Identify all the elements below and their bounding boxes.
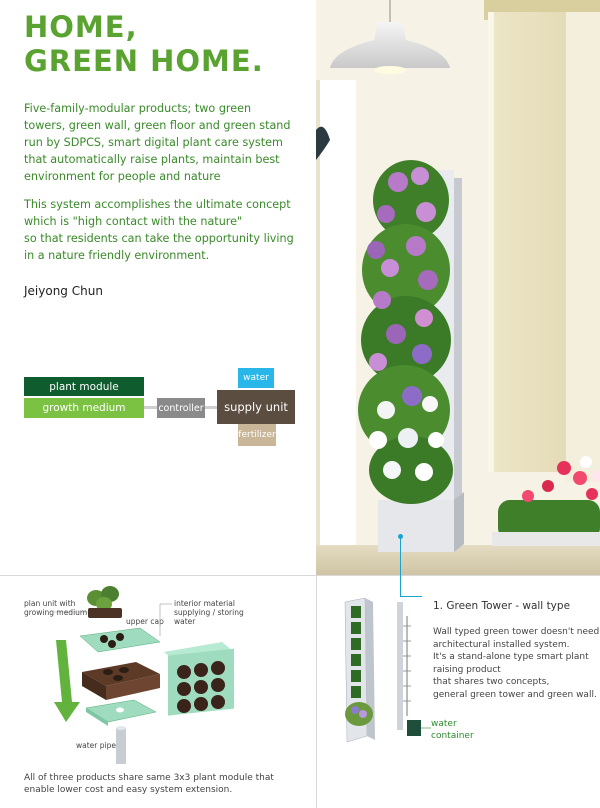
fertilizer-box: fertilizer — [238, 424, 276, 446]
text-line: so that residents can take the opportunity living — [24, 232, 294, 245]
connector — [205, 406, 217, 409]
water-box: water — [238, 368, 274, 388]
text-line: that automatically raise plants, maintain best — [24, 153, 280, 166]
tower-description: Wall typed green tower doesn't need architectural installed system. It's a stand-alone type smart plant raising product that shares two concepts, general green tower and green wall. — [433, 627, 600, 700]
plan-unit-label: plan unit with growing medium — [24, 599, 88, 617]
living-room-photo — [316, 0, 600, 575]
system-diagram — [24, 370, 304, 450]
text-line: environment for people and nature — [24, 170, 221, 183]
interior-material-label: interior material supplying / storing water — [174, 599, 244, 626]
intro-paragraph-1 — [24, 100, 314, 185]
water-pipe-label: water pipe — [76, 741, 116, 750]
tower-heading: 1. Green Tower - wall type — [433, 600, 571, 612]
text-line: towers, green wall, green floor and green stand — [24, 119, 291, 132]
author-name: Jeiyong Chun — [24, 284, 103, 298]
intro-paragraph-2 — [24, 196, 314, 264]
growth-medium-box: growth medium — [24, 398, 144, 418]
plant-module-box: plant module — [24, 377, 144, 396]
text-line: which is "high contact with the nature" — [24, 215, 243, 228]
green-tower-section — [317, 576, 600, 808]
text-line: This system accomplishes the ultimate concept — [24, 198, 291, 211]
page-title — [24, 10, 264, 78]
text-line: in a nature friendly environment. — [24, 249, 210, 262]
supply-unit-box: supply unit — [217, 390, 295, 424]
controller-box: controller — [157, 398, 205, 418]
photo-illustration — [316, 0, 600, 575]
text-line: run by SDPCS, smart digital plant care system — [24, 136, 283, 149]
title-line-1: HOME, — [24, 10, 138, 44]
text-line: Five-family-modular products; two green — [24, 102, 252, 115]
title-line-2: GREEN HOME. — [24, 44, 264, 78]
water-container-label: water container — [431, 719, 474, 741]
upper-cap-label: upper cap — [126, 617, 164, 626]
exploded-module-section — [0, 576, 316, 808]
connector — [144, 406, 158, 409]
module-footnote: All of three products share same 3x3 plant module that enable lower cost and easy system extension. — [24, 773, 274, 795]
